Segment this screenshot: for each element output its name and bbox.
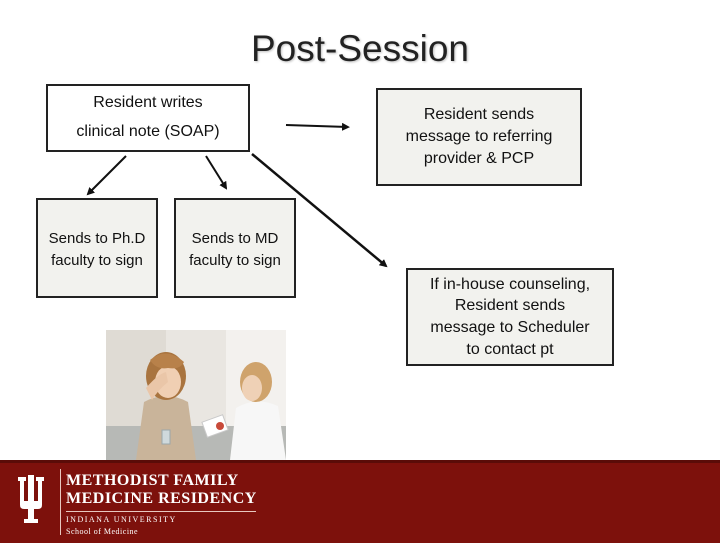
footer-divider — [60, 469, 61, 535]
footer-school: School of Medicine — [66, 527, 139, 536]
arrow-to-referring-provider — [286, 125, 348, 127]
iu-trident-logo — [14, 471, 48, 527]
box-resident-writes-note-text: Resident writes clinical note (SOAP) — [76, 94, 220, 140]
footer-program-line2: MEDICINE RESIDENCY — [66, 490, 257, 507]
footer-rule — [66, 511, 256, 512]
footer-banner — [0, 460, 720, 543]
arrow-to-phd-faculty — [88, 156, 126, 194]
arrow-to-md-faculty — [206, 156, 226, 188]
footer-program-line1: METHODIST FAMILY — [66, 472, 239, 489]
footer-university: INDIANA UNIVERSITY — [66, 515, 177, 524]
counseling-photo — [106, 330, 286, 460]
box-phd-faculty-text: Sends to Ph.D faculty to sign — [48, 230, 146, 269]
box-resident-sends-message-text: Resident sends message to referring provider & PCP — [405, 105, 553, 168]
slide-title: Post-Session — [251, 28, 469, 69]
box-md-faculty-text: Sends to MD faculty to sign — [189, 230, 281, 269]
box-inhouse-counseling-text: If in-house counseling, Resident sends message to Scheduler to contact pt — [429, 275, 591, 358]
arrow-to-inhouse-counseling — [252, 154, 386, 266]
